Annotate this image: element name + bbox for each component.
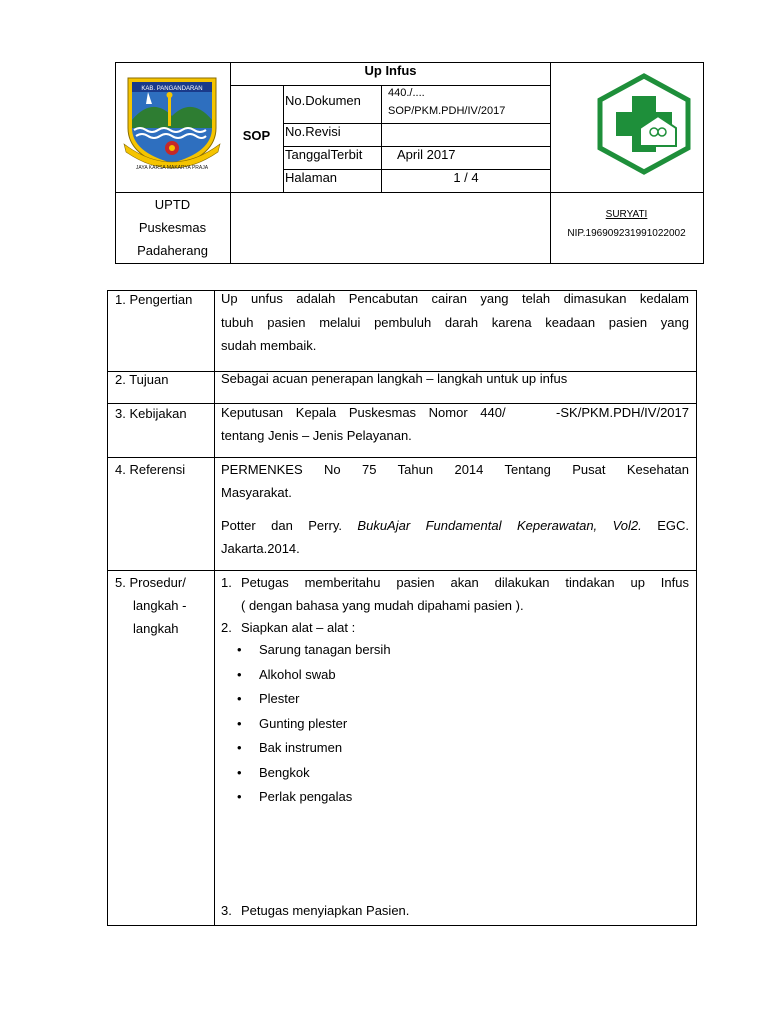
- pengertian-line-2: tubuh pasien melalui pembuluh darah karena keadaan pasien yang: [221, 315, 689, 330]
- doc-number-label: No.Dokumen: [285, 93, 361, 108]
- list-item: • Plester: [237, 687, 391, 712]
- doc-number-value-2: SOP/PKM.PDH/IV/2017: [388, 105, 506, 117]
- section-label-referensi: 4. Referensi: [115, 462, 186, 477]
- tujuan-text: Sebagai acuan penerapan langkah – langkah untuk up infus: [221, 371, 568, 386]
- doc-number-value: 440./....: [388, 87, 425, 99]
- regency-logo: [118, 68, 226, 172]
- doc-title: Up Infus: [364, 63, 417, 78]
- signer-nip: NIP.196909231991022002: [567, 228, 686, 239]
- page-value: 1 / 4: [453, 170, 479, 185]
- referensi-2-line-2: Jakarta.2014.: [221, 541, 300, 556]
- referensi-2-publisher: EGC.: [641, 518, 689, 533]
- page-label: Halaman: [285, 170, 338, 185]
- org-line-3: Padaherang: [137, 243, 208, 258]
- signer-name: SURYATI: [605, 209, 648, 220]
- section-label-prosedur-2: langkah -: [133, 598, 187, 613]
- referensi-2-line-1: [221, 514, 689, 538]
- section-label-tujuan: 2. Tujuan: [115, 372, 169, 387]
- sop-label: SOP: [242, 128, 271, 143]
- step-3-number: 3.: [221, 903, 232, 918]
- org-line-1: UPTD: [154, 197, 191, 212]
- step-3-text: Petugas menyiapkan Pasien.: [241, 903, 410, 918]
- referensi-2-authors: Potter dan Perry.: [221, 518, 358, 533]
- equipment-list: [237, 638, 391, 810]
- list-item: • Sarung tanagan bersih: [237, 638, 391, 663]
- issue-date-label: TanggalTerbit: [285, 147, 363, 162]
- revision-label: No.Revisi: [285, 124, 341, 139]
- referensi-2-book-title: BukuAjar Fundamental Keperawatan, Vol2.: [357, 518, 642, 533]
- list-item: • Bengkok: [237, 761, 391, 786]
- list-item: • Bak instrumen: [237, 736, 391, 761]
- section-label-prosedur-1: 5. Prosedur/: [115, 575, 186, 590]
- referensi-line-2: Masyarakat.: [221, 485, 292, 500]
- list-item: • Gunting plester: [237, 712, 391, 737]
- step-1-line-2: ( dengan bahasa yang mudah dipahami pasien ).: [241, 598, 524, 613]
- section-label-kebijakan: 3. Kebijakan: [115, 406, 187, 421]
- step-2-number: 2.: [221, 620, 232, 635]
- step-1-number: 1.: [221, 575, 232, 590]
- svg-text:KAB. PANGANDARAN: KAB. PANGANDARAN: [141, 86, 203, 92]
- referensi-line-1: PERMENKES No 75 Tahun 2014 Tentang Pusat Kesehatan: [221, 462, 689, 477]
- step-1-line-1: Petugas memberitahu pasien akan dilakukan tindakan up Infus: [241, 575, 689, 590]
- org-line-2: Puskesmas: [138, 220, 207, 235]
- list-item: • Alkohol swab: [237, 663, 391, 688]
- kebijakan-line-1: Keputusan Kepala Puskesmas Nomor 440/ -SK/PKM.PDH/IV/2017: [221, 405, 689, 420]
- section-label-pengertian: 1. Pengertian: [115, 292, 193, 307]
- pengertian-line-3: sudah membaik.: [221, 338, 317, 353]
- pengertian-line-1: Up unfus adalah Pencabutan cairan yang telah dimasukan kedalam: [221, 291, 689, 306]
- kebijakan-line-2: tentang Jenis – Jenis Pelayanan.: [221, 428, 412, 443]
- list-item: • Perlak pengalas: [237, 785, 391, 810]
- health-center-logo: [596, 72, 692, 176]
- svg-text:JAYA KARSA MAKARYA PRAJA: JAYA KARSA MAKARYA PRAJA: [135, 165, 209, 171]
- issue-date-value: April 2017: [397, 147, 456, 162]
- step-2-text: Siapkan alat – alat :: [241, 620, 356, 635]
- section-label-prosedur-3: langkah: [133, 621, 179, 636]
